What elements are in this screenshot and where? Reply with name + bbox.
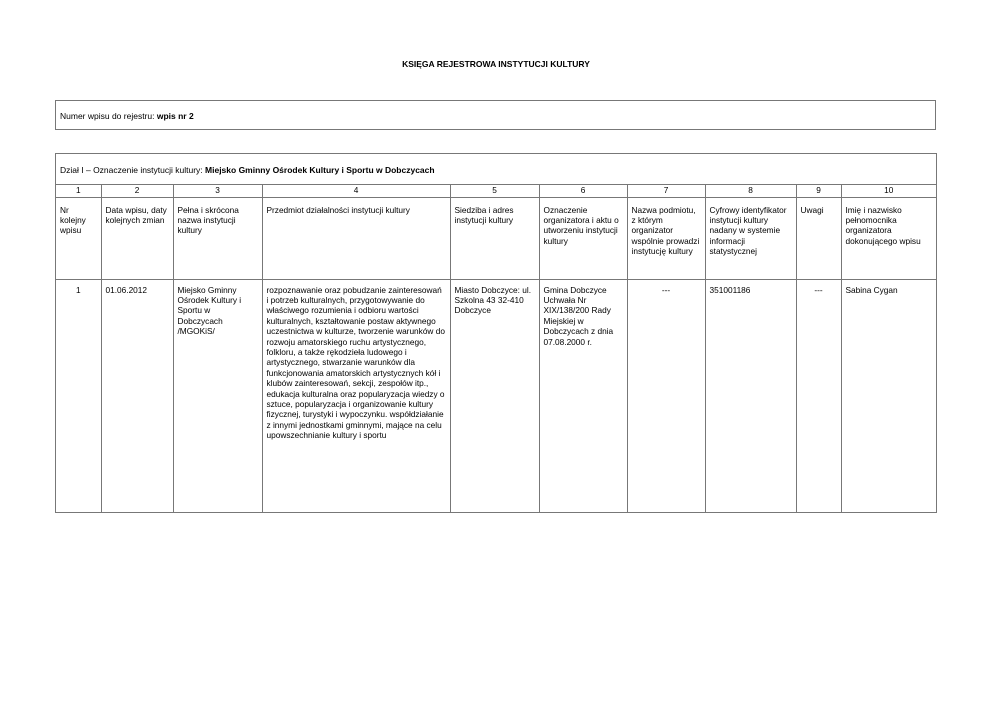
- column-number: 10: [841, 185, 936, 197]
- column-header: Uwagi: [796, 197, 841, 279]
- column-header: Nazwa podmiotu, z którym organizator wspólnie prowadzi instytucję kultury: [627, 197, 705, 279]
- section-value: Miejsko Gminny Ośrodek Kultury i Sportu w Dobczycach: [205, 165, 435, 175]
- column-number: 1: [56, 185, 101, 197]
- entry-number-value: wpis nr 2: [156, 111, 194, 121]
- cell-organizer: Gmina Dobczyce Uchwała Nr XIX/138/200 Rady Miejskiej w Dobczycach z dnia 07.08.2000 r.: [539, 279, 627, 512]
- column-header: Data wpisu, daty kolejnych zmian: [101, 197, 173, 279]
- column-header: Oznaczenie organizatora i aktu o utworzeniu instytucji kultury: [539, 197, 627, 279]
- column-number: 3: [173, 185, 262, 197]
- cell-remarks: ---: [796, 279, 841, 512]
- column-number: 5: [450, 185, 539, 197]
- cell-statistical-id: 351001186: [705, 279, 796, 512]
- entry-number-label: Numer wpisu do rejestru:: [60, 111, 157, 121]
- cell-representative: Sabina Cygan: [845, 284, 898, 295]
- register-title: KSIĘGA REJESTROWA INSTYTUCJI KULTURY: [402, 59, 590, 69]
- column-header: Siedziba i adres instytucji kultury: [450, 197, 539, 279]
- cell-activity: rozpoznawanie oraz pobudzanie zainteresowań i potrzeb kulturalnych, przygotowywanie do właściwego rozumienia i odbioru wartości kulturalnych, kształtowanie postaw aktywnego uczestnictwa w kulturze, tworzenie warunków do rozwoju amatorskiego ruchu artystycznego, folkloru, a także rękodzieła ludowego i artystycznego, stwarzanie warunków dla funkcjonowania amatorskich artystycznych kół i klubów zainteresowań, sekcji, zespołów itp., edukacja kulturalna oraz popularyzacja wiedzy o sztuce, popularyzacja i organizowanie kultury fizycznej, turystyki i wypoczynku. współdziałanie z innymi jednostkami gminnymi, mające na celu upowszechnianie kultury i sportu: [262, 279, 450, 512]
- column-header: Pełna i skrócona nazwa instytucji kultury: [173, 197, 262, 279]
- entry-number-box: [55, 100, 936, 130]
- cell-co-organizer: ---: [627, 279, 705, 512]
- section-one: [55, 153, 937, 513]
- column-header: Cyfrowy identyfikator instytucji kultury nadany w systemie informacji statystycznej: [705, 197, 796, 279]
- column-number: 2: [101, 185, 173, 197]
- column-header: Imię i nazwisko pełnomocnika organizatora dokonującego wpisu: [841, 197, 936, 279]
- column-number-row: [56, 185, 936, 197]
- column-number: 7: [627, 185, 705, 197]
- column-header: Przedmiot działalności instytucji kultury: [262, 197, 450, 279]
- column-number: 4: [262, 185, 450, 197]
- cell-entry-number: 1: [56, 279, 101, 512]
- cell-date: 01.06.2012: [101, 279, 173, 512]
- cell-address: Miasto Dobczyce: ul. Szkolna 43 32-410 Dobczyce: [450, 279, 539, 512]
- column-number: 6: [539, 185, 627, 197]
- section-title: [56, 154, 936, 185]
- cell-name: Miejsko Gminny Ośrodek Kultury i Sportu w Dobczycach /MGOKiS/: [173, 279, 262, 512]
- column-number: 8: [705, 185, 796, 197]
- column-number: 9: [796, 185, 841, 197]
- column-header-row: [56, 197, 936, 279]
- column-header: Nr kolejny wpisu: [56, 197, 101, 279]
- register-table: [56, 185, 936, 512]
- table-row: [56, 279, 936, 512]
- section-label: Dział I – Oznaczenie instytucji kultury:: [60, 165, 206, 175]
